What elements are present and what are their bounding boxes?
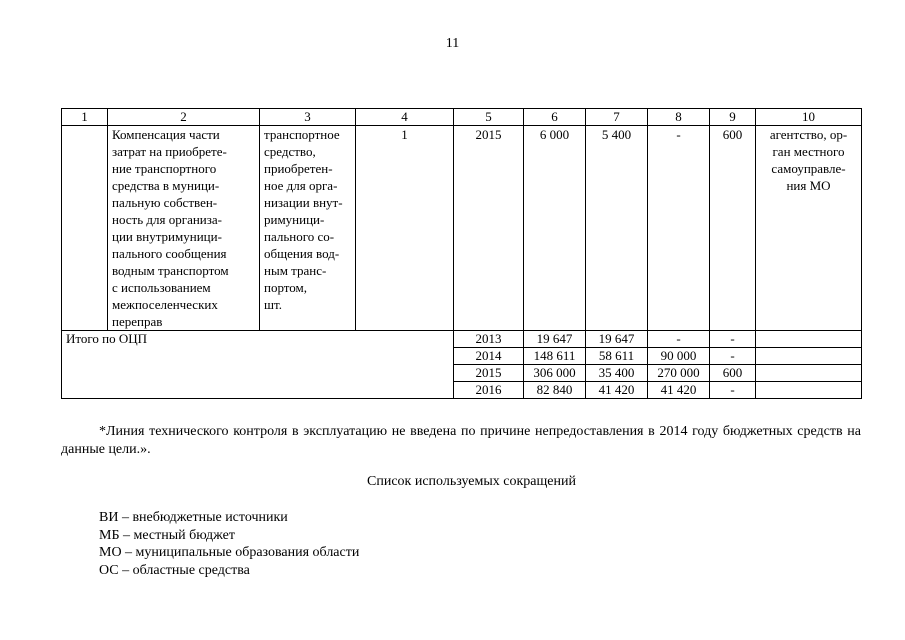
total-value-cell: 35 400 [586,365,648,382]
program-table [61,108,862,399]
header-cell: 5 [454,109,524,126]
total-amount-cell: 6 000 [524,126,586,331]
total-value-cell: 600 [710,365,756,382]
abbreviations-list [99,509,359,579]
amount-cell: 5 400 [586,126,648,331]
page-number: 11 [445,36,460,51]
abbreviation-item: МБ – местный бюджет [99,527,235,543]
abbreviations-title: Список используемых сокращений [367,474,576,489]
footnote: *Линия технического контроля в эксплуатацию не введена по причине непредоставления в 2014 году бюджетных средств на данные цели.». [61,424,861,457]
total-value-cell: 19 647 [524,331,586,348]
total-value-cell: 270 000 [648,365,710,382]
header-cell: 3 [260,109,356,126]
total-year-cell: 2015 [454,365,524,382]
header-cell: 6 [524,109,586,126]
total-value-cell [756,365,862,382]
total-value-cell: - [710,331,756,348]
header-cell: 10 [756,109,862,126]
executor-cell: агентство, ор- ган местного самоуправле- ния МО [756,126,862,331]
total-value-cell: 90 000 [648,348,710,365]
table-header-row [62,109,862,126]
abbreviation-item: ВИ – внебюджетные источники [99,510,288,525]
abbreviation-item: МО – муниципальные образования области [99,545,360,560]
total-year-cell: 2013 [454,331,524,348]
amount-cell: - [648,126,710,331]
measure-name-cell: Компенсация части затрат на приобрете- ние транспортного средства в муници- пальную собствен- ность для организа- ции внутримуници- пального сообщения водным транспортом с использованием межпоселенческих переправ [108,126,260,331]
total-value-cell: 306 000 [524,365,586,382]
header-cell: 7 [586,109,648,126]
year-cell: 2015 [454,126,524,331]
total-row [62,331,862,348]
total-label: Итого по ОЦП [62,331,454,399]
total-year-cell: 2014 [454,348,524,365]
abbreviation-item: ОС – областные средства [99,562,250,578]
total-value-cell [756,331,862,348]
quantity-cell: 1 [356,126,454,331]
total-value-cell: 41 420 [648,382,710,399]
amount-cell: 600 [710,126,756,331]
total-value-cell [756,348,862,365]
header-cell: 9 [710,109,756,126]
total-value-cell: - [648,331,710,348]
total-value-cell: 19 647 [586,331,648,348]
header-cell: 8 [648,109,710,126]
header-cell: 4 [356,109,454,126]
total-value-cell: 41 420 [586,382,648,399]
row-number-cell [62,126,108,331]
total-value-cell [756,382,862,399]
indicator-cell: транспортное средство, приобретен- ное для орга- низации внут- римуници- пального со- общения вод- ным транс- портом, шт. [260,126,356,331]
total-value-cell: - [710,348,756,365]
total-value-cell: 82 840 [524,382,586,399]
total-year-cell: 2016 [454,382,524,399]
total-value-cell: 58 611 [586,348,648,365]
header-cell: 1 [62,109,108,126]
header-cell: 2 [108,109,260,126]
total-value-cell: - [710,382,756,399]
table-row [62,126,862,331]
total-value-cell: 148 611 [524,348,586,365]
